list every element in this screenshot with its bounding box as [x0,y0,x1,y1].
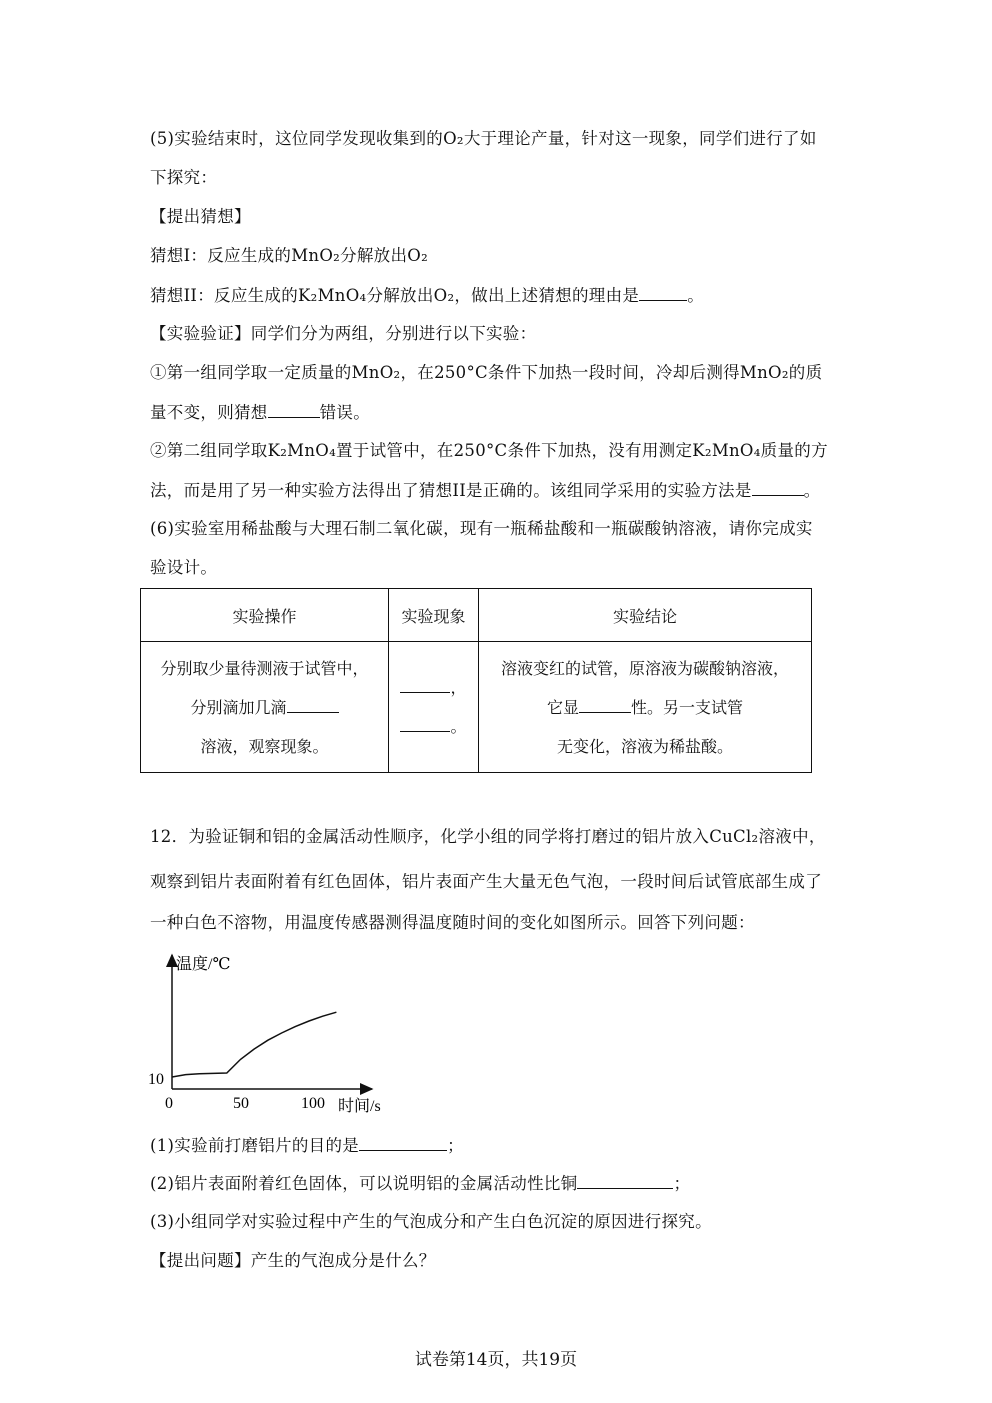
conclusion-text: 它显 [546,697,579,717]
experiment-1-end: 错误。 [319,403,371,422]
table-row [141,642,812,773]
conclusion-text-2: 性。另一支试管 [631,697,744,717]
answer-blank-hypothesis[interactable] [268,401,320,418]
hypothesis-2 [150,284,704,307]
answer-blank-reagent[interactable] [287,696,339,713]
answer-blank-phenomenon-1[interactable] [400,676,450,693]
sub-question-2 [150,1172,690,1195]
x-tick-label: 0 [165,1095,173,1112]
operation-line-2 [147,688,382,727]
hypothesis-1: 猜想I：反应生成的MnO₂分解放出O₂ [150,246,429,265]
x-tick-label: 50 [233,1095,249,1112]
x-tick-label: 100 [301,1095,325,1112]
operation-line-1: 分别取少量待测液于试管中， [160,658,369,678]
experiment-2-end: 。 [803,481,821,500]
q5-line-2: 下探究： [150,168,218,187]
y-tick-label: 10 [148,1071,164,1088]
hypothesis-2-text: 猜想II：反应生成的K₂MnO₄分解放出O₂，做出上述猜想的理由是 [150,286,640,305]
sub-question-2-text: (2)铝片表面附着红色固体，可以说明铝的金属活动性比铜 [150,1174,578,1193]
experiment-table [140,588,812,773]
cell-phenomenon [389,642,479,773]
conclusion-line-2 [485,688,805,727]
answer-blank-activity[interactable] [577,1172,673,1189]
page-footer: 试卷第14页，共19页 [414,1350,578,1370]
operation-line-3: 溶液，观察现象。 [200,736,329,756]
header-conclusion: 实验结论 [479,589,812,642]
phenomenon-period: 。 [450,717,467,736]
conclusion-line-3: 无变化，溶液为稀盐酸。 [556,736,733,756]
q12-line-1: 12．为验证铜和铝的金属活动性顺序，化学小组的同学将打磨过的铝片放入CuCl₂溶液中， [150,827,826,846]
answer-blank-reason[interactable] [639,284,687,301]
hypothesis-2-end: 。 [687,286,704,305]
y-axis-label: 温度/℃ [176,956,231,973]
section-heading-question: 【提出问题】产生的气泡成分是什么？ [150,1251,436,1270]
sub-question-1 [150,1134,464,1157]
experiment-1-line-1: ①第一组同学取一定质量的MnO₂，在250°C条件下加热一段时间，冷却后测得MnO₂的质 [150,363,823,382]
x-axis-label: 时间/s [338,1098,381,1115]
q12-line-2: 观察到铝片表面附着有红色固体，铝片表面产生大量无色气泡，一段时间后试管底部生成了 [150,872,822,891]
answer-blank-phenomenon-2[interactable] [400,715,450,732]
sub-question-3: (3)小组同学对实验过程中产生的气泡成分和产生白色沉淀的原因进行探究。 [150,1212,712,1231]
table-header-row [141,589,812,642]
phenomenon-comma: ， [450,678,467,697]
q12-line-3: 一种白色不溶物，用温度传感器测得温度随时间的变化如图所示。回答下列问题： [150,913,755,932]
cell-conclusion [479,642,812,773]
sub-question-1-text: (1)实验前打磨铝片的目的是 [150,1136,360,1155]
experiment-1-line-2 [150,401,370,424]
answer-blank-method[interactable] [752,479,804,496]
answer-blank-property[interactable] [579,696,631,713]
experiment-2-line-2 [150,479,820,502]
q5-line-1: (5)实验结束时，这位同学发现收集到的O₂大于理论产量，针对这一现象，同学们进行了如 [150,129,817,148]
cell-operation [141,642,389,773]
q6-line-1: (6)实验室用稀盐酸与大理石制二氧化碳，现有一瓶稀盐酸和一瓶碳酸钠溶液，请你完成实 [150,519,813,538]
experiment-2-text: 法，而是用了另一种实验方法得出了猜想II是正确的。该组同学采用的实验方法是 [150,481,752,500]
temperature-curve [172,1012,336,1077]
sub-question-2-end: ； [673,1174,691,1193]
operation-text: 分别滴加几滴 [190,697,287,717]
header-phenomenon: 实验现象 [389,589,479,642]
experiment-1-text: 量不变，则猜想 [150,403,268,422]
answer-blank-polish[interactable] [359,1134,447,1151]
header-operation: 实验操作 [141,589,389,642]
phenomenon-line-2 [395,707,472,746]
experiment-2-line-1: ②第二组同学取K₂MnO₄置于试管中，在250°C条件下加热，没有用测定K₂MnO₄质量的方 [150,441,828,460]
section-heading-verification: 【实验验证】同学们分为两组，分别进行以下实验： [150,324,537,343]
temperature-time-chart [140,945,400,1115]
q6-line-2: 验设计。 [150,558,218,577]
phenomenon-line-1 [395,668,472,707]
sub-question-1-end: ； [447,1136,464,1155]
conclusion-line-1: 溶液变红的试管，原溶液为碳酸钠溶液， [500,658,789,678]
section-heading-hypothesis: 【提出猜想】 [150,207,251,226]
